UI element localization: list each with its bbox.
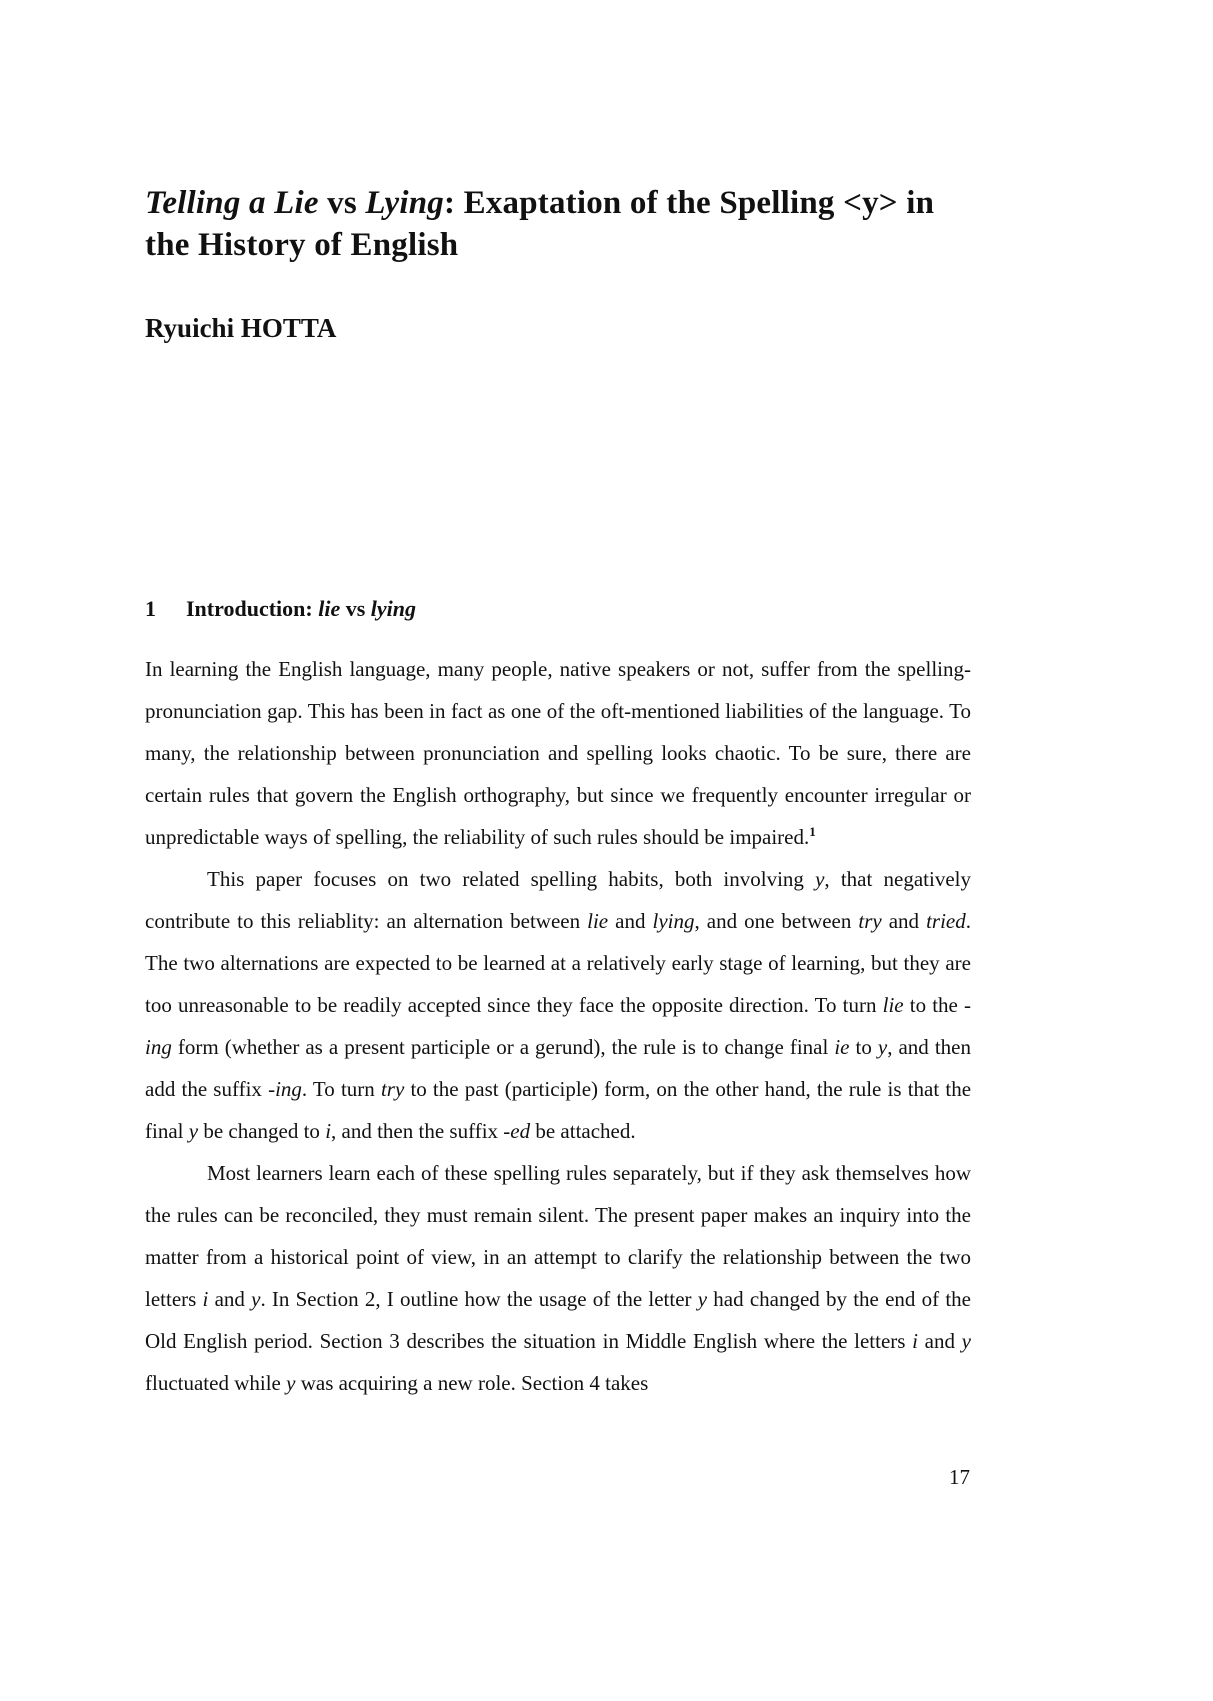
paper-title: Telling a Lie vs Lying: Exaptation of the Spelling <y> in the History of English [145,185,935,263]
section-heading [145,596,971,622]
paragraph-intro-1: In learning the English language, many people, native speakers or not, suffer from the spelling-pronunciation gap. This has been in fact as one of the oft-mentioned liabilities of the language. To many, the relationship between pronunciation and spelling looks chaotic. To be sure, there are certain rules that govern the English orthography, but since we frequently encounter irregular or unpredictable ways of spelling, the reliability of such rules should be impaired.$^1$ [145,656,971,849]
paragraph-intro-2: This paper focuses on two related spelling habits, both involving y, that negatively contribute to this reliablity: an alternation between lie and lying, and one between try and tried. The two alternations are expected to be learned at a relatively early stage of learning, but they are too unreasonable to be readily accepted since they face the opposite direction. To turn lie to the -ing form (whether as a present participle or a gerund), the rule is to change final ie to y, and then add the suffix -ing. To turn try to the past (participle) form, on the other hand, the rule is that the final y be changed to i, and then the suffix -ed be attached. [145,866,972,1143]
author-name: Ryuichi HOTTA [145,312,337,343]
page-number: 17 [949,1465,970,1489]
section-heading-text: Introduction: lie vs lying [186,595,417,621]
paragraph-intro-3: Most learners learn each of these spelling rules separately, but if they ask themselves how the rules can be reconciled, they must remain silent. The present paper makes an inquiry into the matter from a historical point of view, in an attempt to clarify the relationship between the two letters i and y. In Section 2, I outline how the usage of the letter y had changed by the end of the Old English period. Section 3 describes the situation in Middle English where the letters i and y fluctuated while y was acquiring a new role. Section 4 takes [145,1160,971,1395]
text-column [145,0,971,1404]
section-number: 1 [145,595,156,621]
